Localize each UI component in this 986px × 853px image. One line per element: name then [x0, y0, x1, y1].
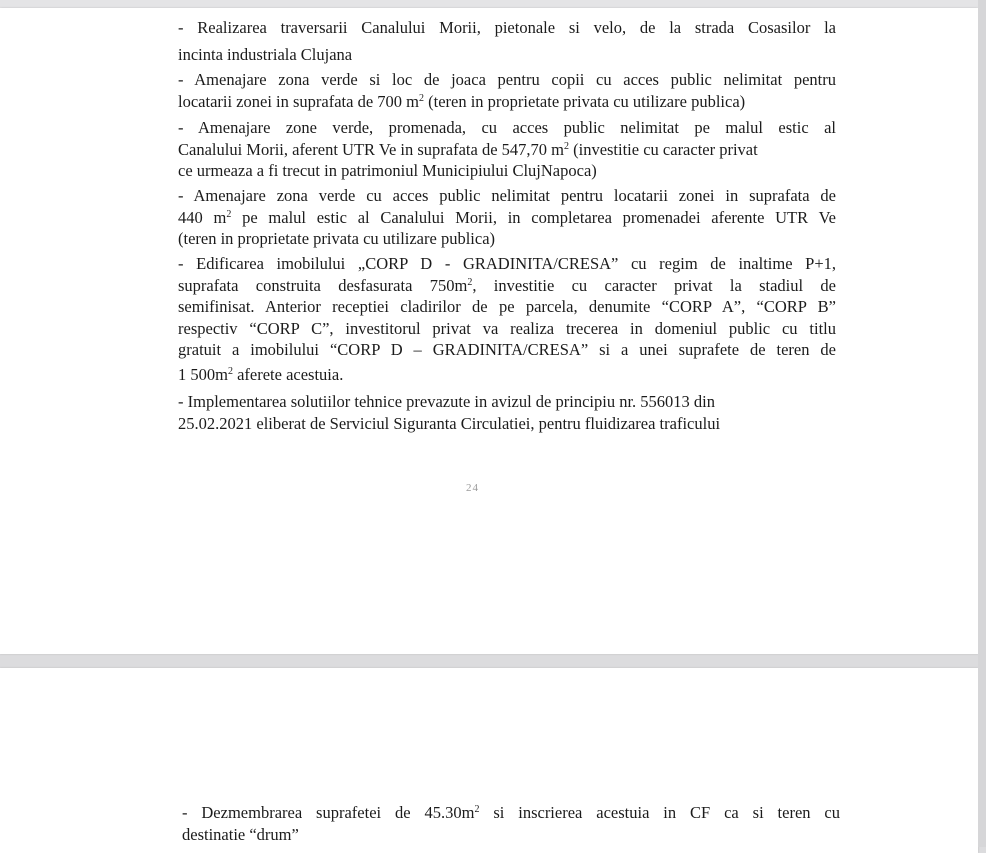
- paragraph-line: [178, 207, 836, 229]
- text-run: 440 m: [178, 207, 227, 227]
- paragraph-line: incinta industriala Clujana: [178, 45, 353, 64]
- paragraph-corp-d: [178, 253, 836, 385]
- paragraph-line: - Amenajare zone verde, promenada, cu acces public nelimitat pe malul estic al: [178, 118, 836, 137]
- page-number: 24: [466, 482, 479, 494]
- paragraph-line: ce urmeaza a fi trecut in patrimoniul Municipiului ClujNapoca): [178, 161, 597, 180]
- paragraph-line: [182, 802, 840, 824]
- superscript: 2: [563, 140, 569, 152]
- paragraph-line: 25.02.2021 eliberat de Serviciul Siguranta Circulatiei, pentru fluidizarea traficului: [178, 413, 721, 433]
- document-page-2: [0, 668, 978, 853]
- superscript: 2: [226, 208, 232, 220]
- paragraph-line: gratuit a imobilului “CORP D – GRADINITA/CRESA” si a unei suprafete de teren de: [178, 340, 836, 359]
- paragraph-promenada: [178, 117, 836, 182]
- text-run: (teren in proprietate privata cu utilizare publica): [424, 91, 746, 111]
- paragraph-zona-verde-440: [178, 185, 836, 250]
- paragraph-zona-verde-joaca: [178, 69, 836, 112]
- superscript: 2: [467, 276, 473, 288]
- text-run: 1 500m: [178, 364, 228, 384]
- text-run: si inscrierea acestuia in CF ca si teren cu: [479, 803, 840, 822]
- text-run: suprafata construita desfasurata 750m: [178, 275, 468, 295]
- paragraph-line: - Edificarea imobilului „CORP D - GRADINITA/CRESA” cu regim de inaltime P+1,: [178, 254, 836, 273]
- paragraph-solutii-tehnice: [178, 391, 798, 434]
- paragraph-line: - Implementarea solutiilor tehnice prevazute in avizul de principiu nr. 556013 din: [178, 392, 715, 411]
- viewer-scrollbar-track[interactable]: [978, 0, 986, 847]
- text-run: pe malul estic al Canalului Morii, in completarea promenadei aferente UTR Ve: [231, 207, 836, 227]
- paragraph-line: [178, 91, 836, 113]
- text-run: (investitie cu caracter privat: [568, 139, 758, 159]
- paragraph-traversare: [178, 14, 836, 68]
- document-page-1: [0, 8, 978, 654]
- paragraph-line: respectiv “CORP C”, investitorul privat va realiza trecerea in domeniul public cu titlu: [178, 318, 836, 338]
- superscript: 2: [474, 804, 480, 815]
- paragraph-line: - Amenajare zona verde si loc de joaca pentru copii cu acces public nelimitat pentru: [178, 70, 836, 89]
- superscript: 2: [227, 365, 233, 377]
- paragraph-line: destinatie “drum”: [182, 824, 299, 844]
- paragraph-line: [178, 364, 836, 386]
- paragraph-line: - Realizarea traversarii Canalului Morii, pietonale si velo, de la strada Cosasilor la: [178, 18, 836, 37]
- text-run: , investitie cu caracter privat la stadiul de: [472, 275, 837, 295]
- viewer-top-bar: [0, 0, 986, 8]
- paragraph-line: semifinisat. Anterior receptiei cladirilor de pe parcela, denumite “CORP A”, “CORP B”: [178, 297, 836, 316]
- superscript: 2: [419, 92, 424, 104]
- paragraph-line: - Amenajare zona verde cu acces public nelimitat pentru locatarii zonei in suprafata de: [178, 186, 836, 205]
- paragraph-line: [178, 139, 836, 161]
- text-run: Canalului Morii, aferent UTR Ve in suprafata de 547,70 m: [178, 139, 564, 159]
- paragraph-line: [178, 275, 836, 297]
- text-run: - Dezmembrarea suprafetei de 45.30m: [182, 803, 475, 822]
- paragraph-dezmembrare: [182, 802, 840, 845]
- paragraph-line: (teren in proprietate privata cu utilizare publica): [178, 229, 496, 248]
- text-run: locatarii zonei in suprafata de 700 m: [178, 91, 419, 111]
- text-run: aferete acestuia.: [232, 364, 344, 384]
